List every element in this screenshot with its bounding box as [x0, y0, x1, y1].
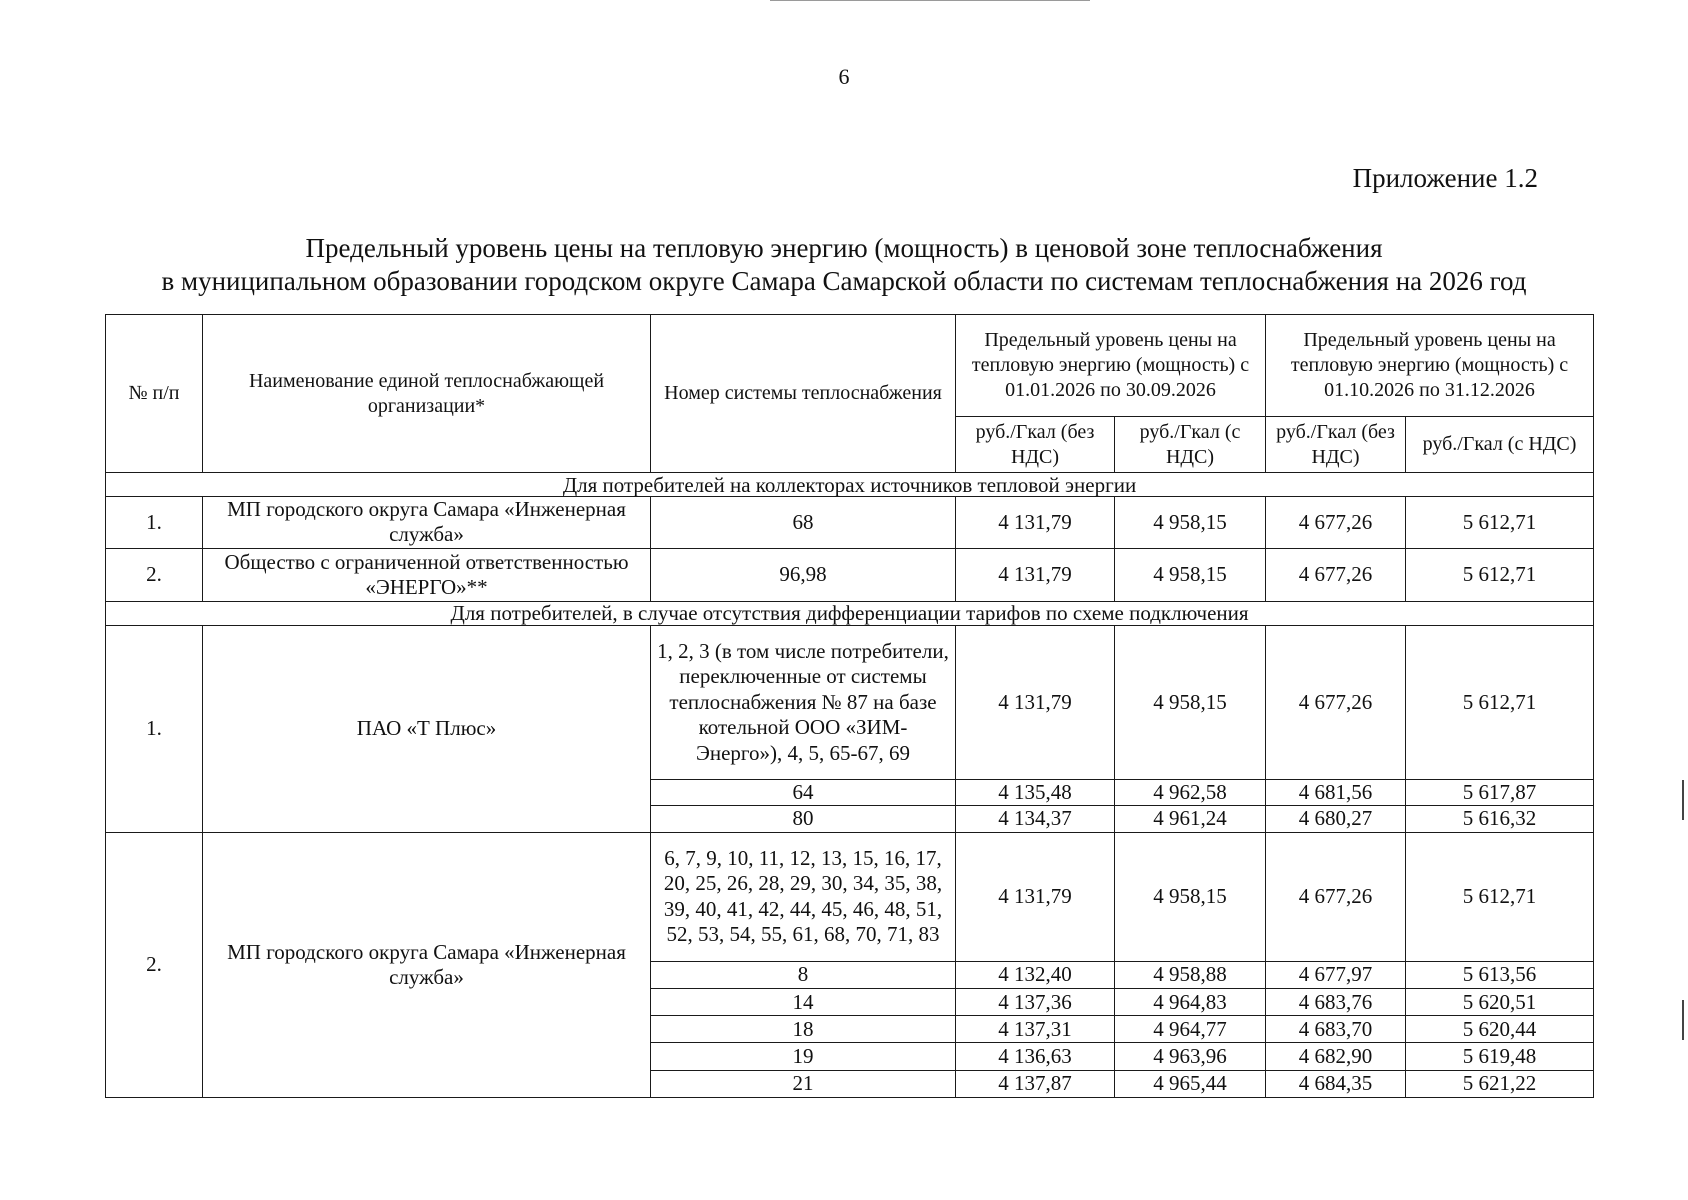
price-p1-vat: 4 958,15: [1115, 625, 1266, 779]
page-number: 6: [838, 64, 850, 89]
section-row: [106, 473, 1594, 496]
system-number: 96,98: [651, 549, 956, 601]
price-p2-vat: 5 612,71: [1406, 625, 1594, 779]
price-p2-no-vat: 4 677,26: [1266, 832, 1406, 961]
price-p2-vat: 5 620,51: [1406, 988, 1594, 1015]
price-p1-no-vat: 4 131,79: [956, 549, 1115, 601]
price-p1-no-vat: 4 131,79: [956, 832, 1115, 961]
price-p1-no-vat: 4 135,48: [956, 780, 1115, 806]
price-p1-vat: 4 961,24: [1115, 806, 1266, 832]
col-header-p1-no-vat: руб./Гкал (без НДС): [956, 416, 1115, 473]
system-number: 8: [651, 961, 956, 988]
price-p2-vat: 5 616,32: [1406, 806, 1594, 832]
col-header-p2-no-vat: руб./Гкал (без НДС): [1266, 416, 1406, 473]
system-number: 18: [651, 1016, 956, 1043]
col-header-organization: Наименование единой теплоснабжающей организации*: [203, 315, 651, 473]
system-number: 80: [651, 806, 956, 832]
price-p1-no-vat: 4 137,36: [956, 988, 1115, 1015]
title-line: Предельный уровень цены на тепловую энергию (мощность) в ценовой зоне теплоснабжения: [305, 233, 1383, 263]
row-number: 2.: [106, 832, 203, 1097]
col-header-period-1: Предельный уровень цены на тепловую энергию (мощность) с 01.01.2026 по 30.09.2026: [956, 315, 1266, 417]
scan-mark: [1682, 780, 1684, 820]
table-row: [106, 496, 1594, 548]
price-p2-vat: 5 612,71: [1406, 549, 1594, 601]
price-p2-no-vat: 4 677,26: [1266, 625, 1406, 779]
price-p2-vat: 5 620,44: [1406, 1016, 1594, 1043]
row-number: 2.: [106, 549, 203, 601]
price-p1-vat: 4 958,15: [1115, 832, 1266, 961]
col-header-number: № п/п: [106, 315, 203, 473]
price-p1-vat: 4 965,44: [1115, 1070, 1266, 1097]
title-line: в муниципальном образовании городском округе Самара Самарской области по системам теплоснабжения на 2026 год: [161, 266, 1527, 296]
price-p1-vat: 4 958,15: [1115, 549, 1266, 601]
price-p2-vat: 5 612,71: [1406, 496, 1594, 548]
price-p1-vat: 4 964,77: [1115, 1016, 1266, 1043]
price-p2-no-vat: 4 677,26: [1266, 549, 1406, 601]
price-p2-no-vat: 4 683,76: [1266, 988, 1406, 1015]
document-title: [0, 232, 1688, 298]
section-title: Для потребителей на коллекторах источников тепловой энергии: [106, 473, 1594, 496]
price-p2-vat: 5 617,87: [1406, 780, 1594, 806]
price-p1-vat: 4 958,15: [1115, 496, 1266, 548]
price-p1-no-vat: 4 131,79: [956, 625, 1115, 779]
system-number: 19: [651, 1043, 956, 1070]
system-number: 14: [651, 988, 956, 1015]
table-header-row: [106, 315, 1594, 417]
organization-name: Общество с ограниченной ответственностью «ЭНЕРГО»**: [203, 549, 651, 601]
table-row: [106, 625, 1594, 779]
organization-name: ПАО «Т Плюс»: [203, 625, 651, 832]
tariff-table: [105, 314, 1594, 1098]
section-title: Для потребителей, в случае отсутствия дифференциации тарифов по схеме подключения: [106, 601, 1594, 625]
price-p2-vat: 5 612,71: [1406, 832, 1594, 961]
price-p1-vat: 4 962,58: [1115, 780, 1266, 806]
price-p1-no-vat: 4 136,63: [956, 1043, 1115, 1070]
price-p2-no-vat: 4 681,56: [1266, 780, 1406, 806]
organization-name: МП городского округа Самара «Инженерная служба»: [203, 496, 651, 548]
price-p1-no-vat: 4 137,31: [956, 1016, 1115, 1043]
price-p1-no-vat: 4 134,37: [956, 806, 1115, 832]
system-numbers: 1, 2, 3 (в том числе потребители, переключенные от системы теплоснабжения № 87 на базе котельной ООО «ЗИМ-Энерго»), 4, 5, 65-67, 69: [651, 625, 956, 779]
price-p1-no-vat: 4 131,79: [956, 496, 1115, 548]
system-number: 68: [651, 496, 956, 548]
price-p1-no-vat: 4 137,87: [956, 1070, 1115, 1097]
organization-name: МП городского округа Самара «Инженерная служба»: [203, 832, 651, 1097]
price-p1-no-vat: 4 132,40: [956, 961, 1115, 988]
table-row: [106, 832, 1594, 961]
col-header-period-2: Предельный уровень цены на тепловую энергию (мощность) с 01.10.2026 по 31.12.2026: [1266, 315, 1594, 417]
scan-mark: [1682, 1000, 1684, 1040]
price-p2-vat: 5 613,56: [1406, 961, 1594, 988]
scan-artifact-line: [770, 0, 1090, 1]
price-p2-no-vat: 4 680,27: [1266, 806, 1406, 832]
row-number: 1.: [106, 496, 203, 548]
row-number: 1.: [106, 625, 203, 832]
price-p2-no-vat: 4 683,70: [1266, 1016, 1406, 1043]
col-header-system: Номер системы теплоснабжения: [651, 315, 956, 473]
price-p1-vat: 4 964,83: [1115, 988, 1266, 1015]
col-header-p2-vat: руб./Гкал (с НДС): [1406, 416, 1594, 473]
section-row: [106, 601, 1594, 625]
system-numbers: 6, 7, 9, 10, 11, 12, 13, 15, 16, 17, 20, 25, 26, 28, 29, 30, 34, 35, 38, 39, 40, 41, 42, 44, 45, 46, 48, 51, 52, 53, 54, 55, 61, 68, 70, 71, 83: [651, 832, 956, 961]
appendix-label: Приложение 1.2: [1352, 163, 1538, 193]
price-p1-vat: 4 963,96: [1115, 1043, 1266, 1070]
price-p2-no-vat: 4 677,97: [1266, 961, 1406, 988]
system-number: 21: [651, 1070, 956, 1097]
col-header-p1-vat: руб./Гкал (с НДС): [1115, 416, 1266, 473]
price-p2-no-vat: 4 682,90: [1266, 1043, 1406, 1070]
system-number: 64: [651, 780, 956, 806]
price-p2-vat: 5 621,22: [1406, 1070, 1594, 1097]
price-p2-vat: 5 619,48: [1406, 1043, 1594, 1070]
price-p2-no-vat: 4 684,35: [1266, 1070, 1406, 1097]
table-row: [106, 549, 1594, 601]
price-p1-vat: 4 958,88: [1115, 961, 1266, 988]
price-p2-no-vat: 4 677,26: [1266, 496, 1406, 548]
